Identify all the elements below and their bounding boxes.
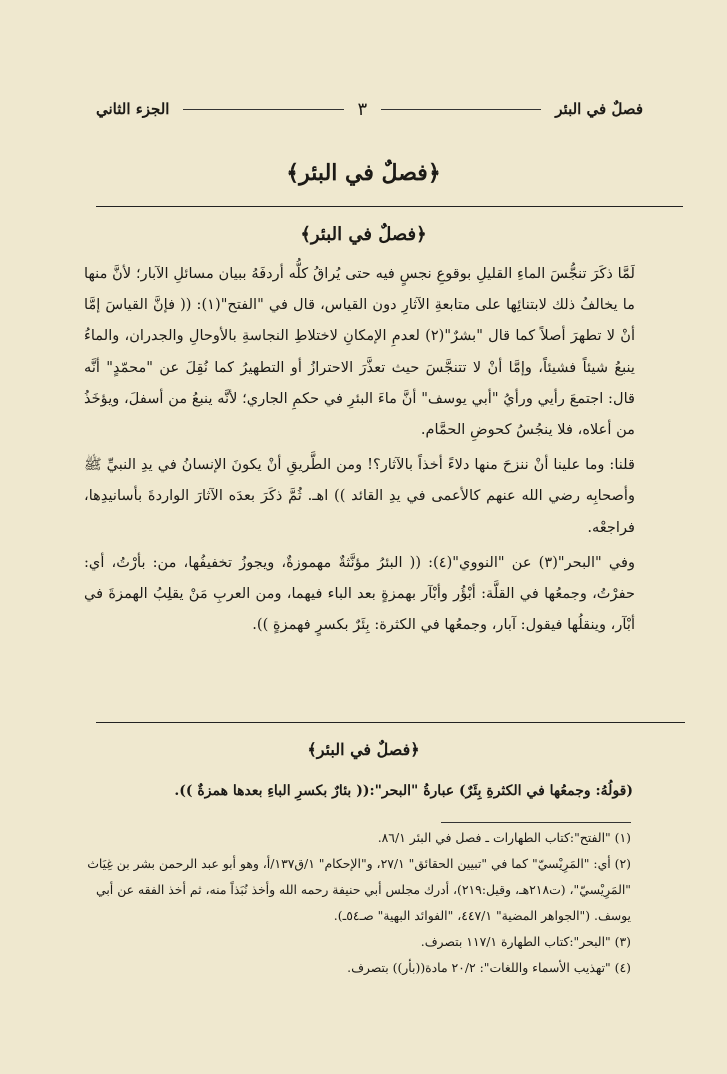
footnote-3: (٣) "البحر":كتاب الطهارة ١١٧/١ بتصرف.: [420, 934, 631, 949]
header-volume-title: الجزء الثاني: [95, 100, 170, 118]
running-header: [96, 95, 643, 123]
body-paragraph-3: وفي "البحر"(٣) عن "النووي"(٤): (( البئرُ مؤنَّثةٌ مهموزةٌ، ويجوزُ تخفيفُها، من: بأرْتُ، أي: حفرْتُ، وجمعُها في القلَّة: أبْؤُر وأبْآر بهمزةٍ بعد الباء فيهما، ومن العربِ مَنْ يقلِبُ الهمزةَ في أبْآر، وينقلُها فيقول: آبار، وجمعُها في الكثرة: بِئَرٌ بكسرٍ فهمزةٍ )).: [84, 553, 636, 634]
body-paragraph-2: قلنا: وما علينا أنْ ننزحَ منها دلاءً أخذاً بالآثار؟! ومن الطَّريقِ أنْ يكونَ الإنسانُ في يدِ النبيِّ ﷺ وأصحابِه رضي الله عنهم كالأعمى في يدِ القائد )) اهـ. ثُمَّ ذكَرَ بعدَه الآثارَ الواردةَ بأسانيدِها، فراجعْه.: [84, 456, 635, 536]
body-paragraph-1: لَمَّا ذكَرَ تنجُّسَ الماءِ القليلِ بوقوعِ نجسٍ فيه حتى يُراقُ كلُّه أردفَهُ ببيان مسائلِ الآبار؛ لأنَّ منها ما يخالفُ ذلك لابتنائِها على متابعةِ الآثارِ دون القياس، قال في "الفتح"(١): (( فإنَّ القياسَ إمَّا أنْ لا تطهرَ أصلاً كما قال "بشرٌ"(٢) لعدمِ الإمكانِ لاختلاطِ النجاسةِ بالأوحالِ والجدران، والماءُ ينبعُ شيئاً فشيئاً، وإمَّا أنْ لا تتنجَّسَ حيث تعذَّرَ الاحترازُ أو التطهيرُ كما نُقِلَ عن "محمّدٍ" أنَّه قال: اجتمعَ رأيي ورأيُ "أبي يوسف" أنَّ ماءَ البئرِ في حكمِ الجاري؛ لأنَّه ينبعُ من أسفلَ، ويؤخَذُ من أعلاه، فلا ينجُسُ كحوضِ الحمَّام.: [84, 265, 636, 439]
sharh-rule: [96, 722, 685, 723]
header-chapter-title: فصلٌ في البئر: [555, 100, 643, 118]
footnote-4: (٤) "تهذيب الأسماء واللغات": ٢٠/٢ مادة((بأر)) بتصرف.: [347, 960, 631, 975]
section-title: ﴿فصلٌ في البئر﴾: [300, 224, 427, 245]
footnote-2: (٢) أي: "المَرِيْسيّ" كما في "تبيين الحقائق" ٢٧/١، و"الإحكام" ١/ق١٣٧/أ، وهو أبو عبد الرحمن بشر بن غِيَاث "المَرِيْسيّ"، (ت٢١٨هـ، وقيل:٢١٩)، أدرك مجلس أبي حنيفة رحمه الله وأخذ نُبَذاً منه، ثم أخذ الفقه عن أبي يوسف. ("الجواهر المضية" ٤٤٧/١، "الفوائد البهية" صـ٥٤ـ).: [87, 856, 631, 923]
footnote-1: (١) "الفتح":كتاب الطهارات ـ فصل في البئر ٨٦/١.: [377, 830, 631, 845]
page-number: ٣: [357, 98, 368, 120]
sharh-text: (قولُهُ: وجمعُها في الكثرةِ بِئَرٌ) عبارةُ "البحر":(( بئارٌ بكسرِ الباءِ بعدها همزةٌ )).: [174, 783, 633, 799]
footnotes: [84, 825, 631, 981]
footnote-separator: [441, 822, 631, 823]
sharh-title: ﴿فصلٌ في البئر﴾: [307, 740, 420, 759]
main-title: ﴿فصلٌ في البئر﴾: [286, 160, 441, 186]
main-body: [84, 258, 635, 640]
header-rule-left: [183, 109, 343, 110]
main-text-rule: [96, 206, 683, 207]
header-rule-right: [381, 109, 541, 110]
